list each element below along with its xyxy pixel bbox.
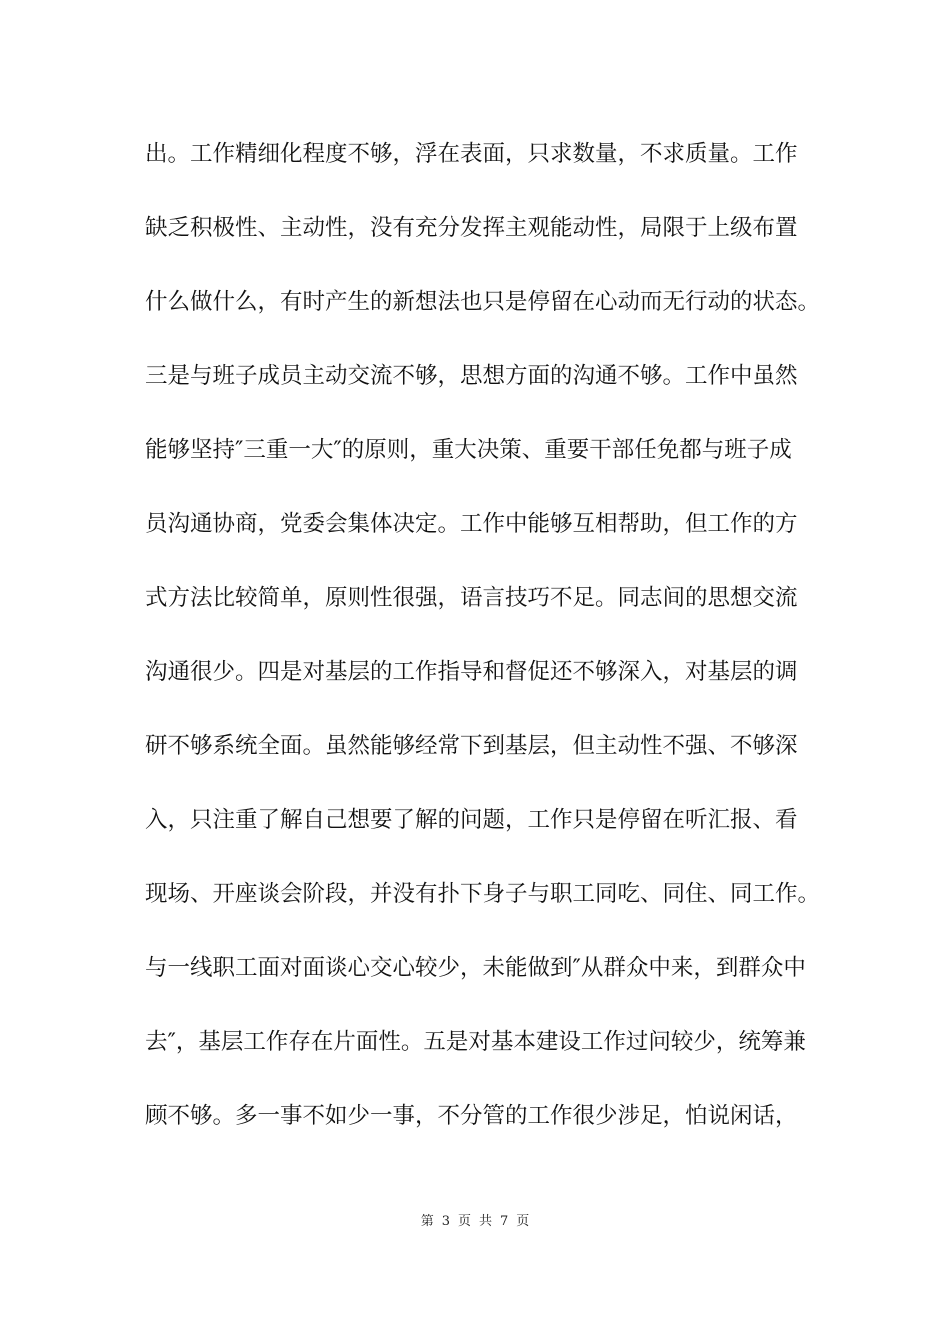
text-line: 式方法比较简单，原则性很强，语言技巧不足。同志间的思想交流 — [145, 585, 798, 611]
footer-label-gong: 共 — [479, 1214, 493, 1229]
text-line: 能够坚持″三重一大″的原则，重大决策、重要干部任免都与班子成 — [145, 437, 792, 463]
footer-label-ye: 页 — [516, 1214, 530, 1229]
text-line: 去″，基层工作存在片面性。五是对基本建设工作过问较少，统筹兼 — [145, 1029, 806, 1055]
text-line: 缺乏积极性、主动性，没有充分发挥主观能动性，局限于上级布置 — [145, 215, 798, 241]
text-line: 顾不够。多一事不如少一事，不分管的工作很少涉足，怕说闲话， — [145, 1103, 798, 1129]
text-line: 员沟通协商，党委会集体决定。工作中能够互相帮助，但工作的方 — [145, 511, 798, 537]
text-line: 现场、开座谈会阶段，并没有扑下身子与职工同吃、同住、同工作。 — [145, 881, 821, 907]
page-footer — [0, 1210, 950, 1229]
total-pages-number: 7 — [500, 1214, 509, 1229]
footer-label-di: 第 — [420, 1214, 434, 1229]
text-line: 出。工作精细化程度不够，浮在表面，只求数量，不求质量。工作 — [145, 141, 798, 167]
text-line: 研不够系统全面。虽然能够经常下到基层，但主动性不强、不够深 — [145, 733, 798, 759]
text-line: 什么做什么，有时产生的新想法也只是停留在心动而无行动的状态。 — [145, 289, 821, 315]
text-line: 沟通很少。四是对基层的工作指导和督促还不够深入，对基层的调 — [145, 659, 798, 685]
current-page-number: 3 — [441, 1214, 450, 1229]
text-line: 入，只注重了解自己想要了解的问题，工作只是停留在听汇报、看 — [145, 807, 798, 833]
text-line: 三是与班子成员主动交流不够，思想方面的沟通不够。工作中虽然 — [145, 363, 798, 389]
footer-label-ye: 页 — [457, 1214, 471, 1229]
body-text — [145, 132, 825, 1168]
text-line: 与一线职工面对面谈心交心较少，未能做到″从群众中来，到群众中 — [145, 955, 806, 981]
